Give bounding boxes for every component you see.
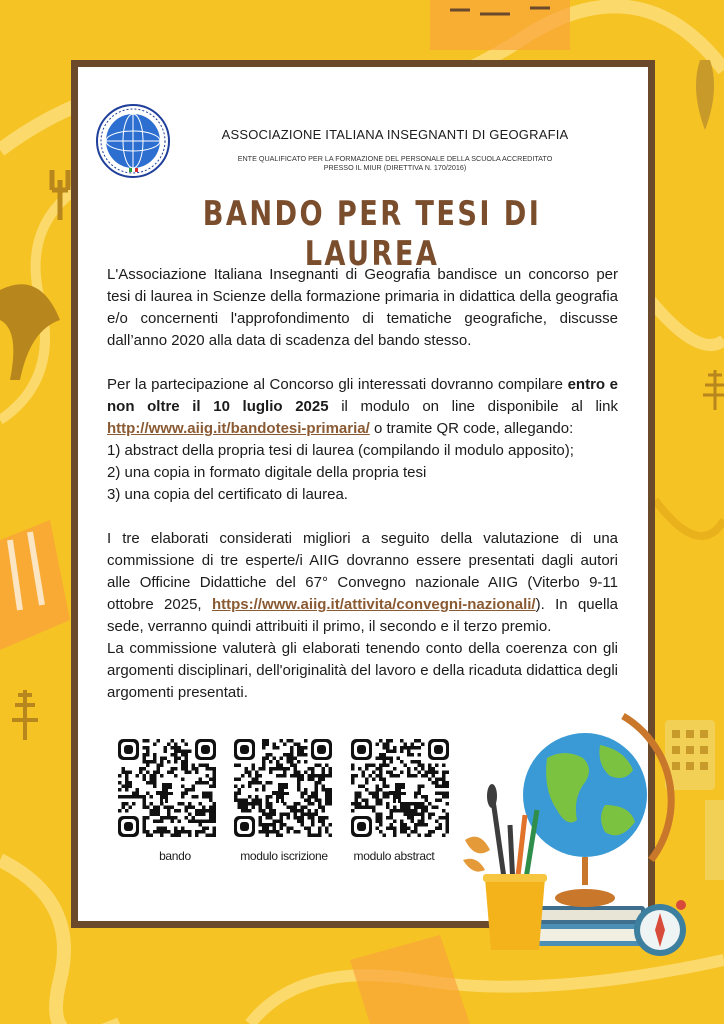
participation-text-mid: il modulo on line disponibile al link <box>328 398 618 415</box>
criteria-paragraph: La commissione valuterà gli elaborati tenendo conto della coerenza con gli argomenti disciplinari, dell'originalità del lavoro e della ricaduta didattica degli argomenti presentati. <box>107 640 618 701</box>
evaluation-text-end: ). In quella sede, verranno quindi attribuiti il primo, il secondo e il terzo premio. <box>107 596 619 635</box>
qr-code-modulo-iscrizione[interactable] <box>234 739 332 837</box>
qr-code-modulo-abstract[interactable] <box>351 739 449 837</box>
books-icon <box>530 906 650 946</box>
requirement-item-2: 2) una copia in formato digitale della propria tesi <box>107 464 427 481</box>
participation-paragraph <box>107 374 618 440</box>
qr-label-bando: bando <box>159 849 191 863</box>
accreditation-line-2: PRESSO IL MIUR (DIRETTIVA N. 170/2016) <box>323 163 467 172</box>
requirement-item-1: 1) abstract della propria tesi di laurea (compilando il modulo apposito); <box>107 442 574 459</box>
qr-code-bando[interactable] <box>118 739 216 837</box>
organization-name: ASSOCIAZIONE ITALIANA INSEGNANTI DI GEOGRAFIA <box>221 127 569 142</box>
qr-label-modulo-iscrizione: modulo iscrizione <box>240 849 328 863</box>
evaluation-paragraph <box>107 528 618 638</box>
requirement-item-3: 3) una copia del certificato di laurea. <box>107 486 348 503</box>
announcement-body <box>107 264 618 704</box>
accreditation-line-1: ENTE QUALIFICATO PER LA FORMAZIONE DEL PERSONALE DELLA SCUOLA ACCREDITATO <box>237 154 553 163</box>
page-title: BANDO PER TESI DI LAUREA <box>202 194 542 274</box>
deadline-text: entro e non oltre il 10 luglio 2025 <box>107 376 618 415</box>
conference-link[interactable]: https://www.aiig.it/attivita/convegni-nazionali/ <box>211 596 536 613</box>
participation-text-start: Per la partecipazione al Concorso gli interessati dovranno compilare <box>107 376 568 393</box>
globe-books-illustration <box>455 710 695 965</box>
form-link[interactable]: http://www.aiig.it/bandotesi-primaria/ <box>107 420 370 437</box>
qr-label-modulo-abstract: modulo abstract <box>353 849 435 863</box>
aiig-globe-logo <box>96 104 170 178</box>
organization-accreditation <box>190 154 600 172</box>
participation-text-end: o tramite QR code, allegando: <box>369 420 574 437</box>
intro-paragraph: L'Associazione Italiana Insegnanti di Geografia bandisce un concorso per tesi di laurea in Scienze della formazione primaria in didattica della geografia e/o concernenti l'approfondimento di tematiche geografiche, discusse dall’anno 2020 alla data di scadenza del bando stesso. <box>107 266 618 349</box>
evaluation-text-start: I tre elaborati considerati migliori a seguito della valutazione di una commissione di tre esperte/i AIIG dovranno essere presentati dagli autori alle Officine Didattiche del 67° Convegno nazionale AIIG (Viterbo 9-11 ottobre 2025, <box>107 530 618 613</box>
